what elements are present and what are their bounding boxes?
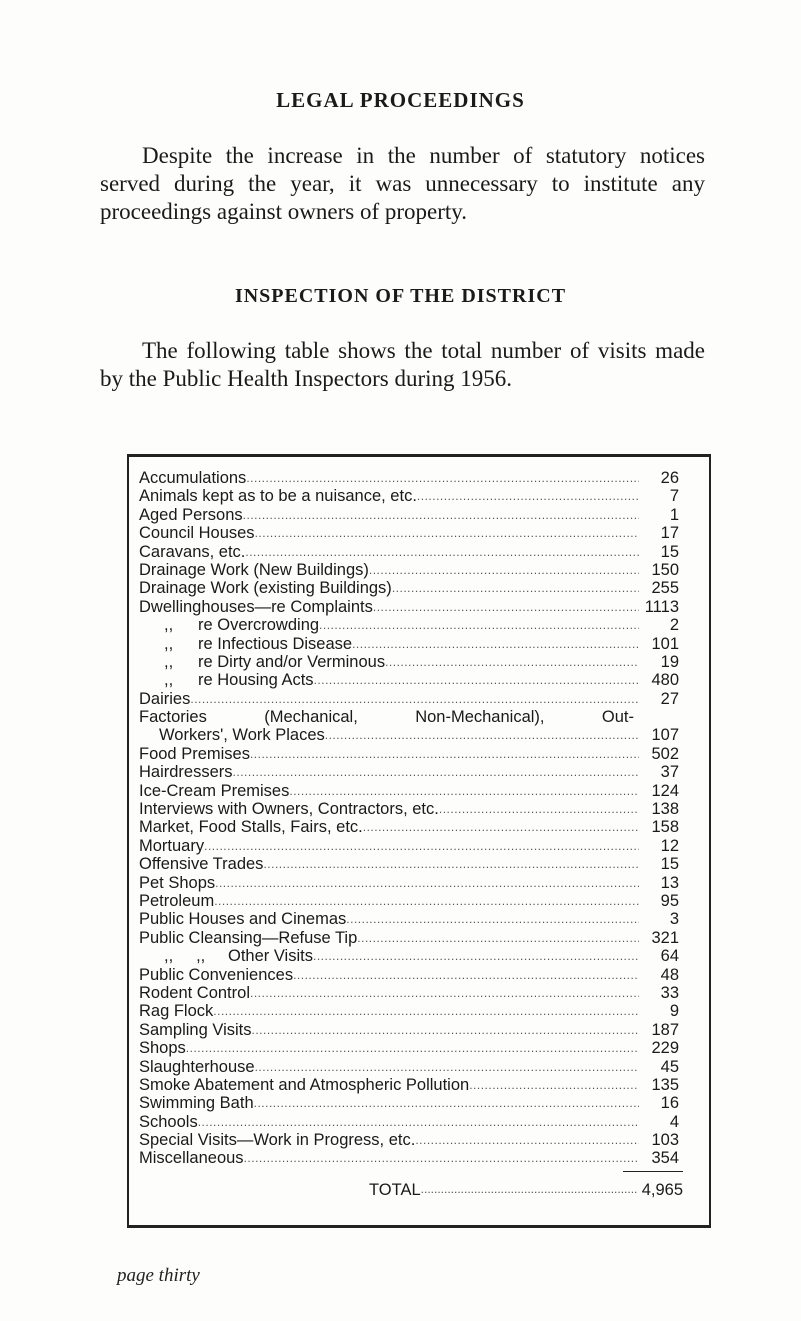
table-row <box>139 910 679 928</box>
row-label: ,, re Dirty and/or Verminous <box>164 652 386 671</box>
visits-table-rows <box>139 469 679 1168</box>
row-label: Slaughterhouse <box>139 1057 255 1076</box>
row-label: Food Premises <box>139 744 250 763</box>
row-label: Shops <box>139 1039 186 1058</box>
leader-dots <box>385 653 639 671</box>
ditto-mark: ,, ,, <box>164 947 206 966</box>
row-value: 502 <box>651 744 679 763</box>
row-label: Special Visits—Work in Progress, etc. <box>139 1131 416 1150</box>
table-row <box>139 487 679 505</box>
row-value: 101 <box>651 634 679 653</box>
row-value: 158 <box>651 818 679 837</box>
row-value: 15 <box>660 542 679 561</box>
row-value: 64 <box>660 947 679 966</box>
leader-dots <box>293 966 639 984</box>
leader-dots <box>352 635 639 653</box>
row-label: Dairies <box>139 689 191 708</box>
row-value: 107 <box>651 726 679 745</box>
row-value: 27 <box>660 689 679 708</box>
leader-dots <box>325 726 639 744</box>
leader-dots <box>357 929 639 947</box>
ditto-mark: ,, <box>164 671 174 690</box>
table-row <box>139 1058 679 1076</box>
row-label: Public Conveniences <box>139 965 294 984</box>
row-label: Council Houses <box>139 524 255 543</box>
row-label: Animals kept as to be a nuisance, etc. <box>139 487 417 506</box>
row-label: Ice-Cream Premises <box>139 781 290 800</box>
leader-dots <box>439 800 639 818</box>
row-value: 4 <box>669 1112 679 1131</box>
table-row <box>139 708 679 745</box>
leader-dots <box>190 690 639 708</box>
row-value: 15 <box>660 855 679 874</box>
table-row <box>139 892 679 910</box>
row-label: Smoke Abatement and Atmospheric Pollution <box>139 1075 470 1094</box>
table-row <box>139 524 679 542</box>
leader-dots <box>313 947 639 965</box>
table-row <box>139 616 679 634</box>
leader-dots <box>263 855 639 873</box>
leader-dots <box>314 671 639 689</box>
row-value: 229 <box>651 1039 679 1058</box>
paragraph-legal-proceedings: Despite the increase in the number of statutory notices served during the year, it was unnecessary to institute any proceedings against owners of property. <box>100 143 705 224</box>
row-value: 26 <box>660 468 679 487</box>
table-row <box>139 653 679 671</box>
row-label: Dwellinghouses—re Complaints <box>139 597 373 616</box>
table-row <box>139 966 679 984</box>
total-row <box>369 1181 683 1200</box>
leader-dots <box>363 818 639 836</box>
row-label: Drainage Work (New Buildings) <box>139 560 369 579</box>
table-row <box>139 1039 679 1057</box>
heading-inspection-of-district: INSPECTION OF THE DISTRICT <box>234 285 567 307</box>
table-row <box>139 782 679 800</box>
leader-dots <box>417 487 639 505</box>
row-label: Rag Flock <box>139 1002 214 1021</box>
table-row <box>139 947 679 965</box>
table-row <box>139 855 679 873</box>
row-label: Mortuary <box>139 836 205 855</box>
table-row <box>139 690 679 708</box>
row-label: Swimming Bath <box>139 1094 254 1113</box>
row-value: 48 <box>660 965 679 984</box>
table-row <box>139 837 679 855</box>
leader-dots <box>319 616 639 634</box>
table-row <box>139 1021 679 1039</box>
table-row <box>139 818 679 836</box>
row-value: 354 <box>651 1149 679 1168</box>
table-row <box>139 469 679 487</box>
row-label: Market, Food Stalls, Fairs, etc. <box>139 818 363 837</box>
row-value: 103 <box>651 1131 679 1150</box>
row-value: 321 <box>651 928 679 947</box>
leader-dots <box>369 561 639 579</box>
table-row <box>139 874 679 892</box>
row-label: Public Houses and Cinemas <box>139 910 347 929</box>
row-label: Interviews with Owners, Contractors, etc. <box>139 800 439 819</box>
leader-dots <box>214 892 639 910</box>
table-row <box>139 1131 679 1149</box>
row-label: Pet Shops <box>139 873 216 892</box>
row-value: 7 <box>669 487 679 506</box>
row-value: 255 <box>651 579 679 598</box>
row-label: ,, re Housing Acts <box>164 671 314 690</box>
leader-dots <box>215 874 639 892</box>
row-label: Miscellaneous <box>139 1149 244 1168</box>
table-row <box>139 984 679 1002</box>
leader-dots <box>346 910 639 928</box>
paragraph-inspection-intro: The following table shows the total number of visits made by the Public Health Inspectors during 1956. <box>100 338 705 391</box>
table-row <box>139 579 679 597</box>
row-label: Caravans, etc. <box>139 542 246 561</box>
leader-dots <box>469 1076 639 1094</box>
row-label: ,, re Overcrowding <box>164 616 320 635</box>
ditto-mark: ,, <box>164 652 174 671</box>
row-value: 45 <box>660 1057 679 1076</box>
leader-dots <box>255 524 639 542</box>
table-row <box>139 800 679 818</box>
table-row <box>139 635 679 653</box>
leader-dots <box>254 1094 639 1112</box>
leader-dots <box>213 1002 639 1020</box>
row-value: 124 <box>651 781 679 800</box>
total-label: TOTAL <box>369 1181 421 1199</box>
row-value: 37 <box>660 763 679 782</box>
table-row <box>139 1002 679 1020</box>
row-value: 1113 <box>644 597 679 616</box>
row-value: 16 <box>660 1094 679 1113</box>
page-footer: page thirty <box>117 1265 200 1286</box>
table-row <box>139 1076 679 1094</box>
leader-dots <box>198 1113 639 1131</box>
row-label: Factories (Mechanical, Non-Mechanical), Out- Workers', Work Places ..... 107 <box>139 708 679 745</box>
table-row <box>139 561 679 579</box>
row-value: 95 <box>660 891 679 910</box>
total-divider <box>623 1171 683 1172</box>
row-label: ,, ,, Other Visits <box>164 947 313 966</box>
table-row <box>139 671 679 689</box>
row-value: 135 <box>651 1075 679 1094</box>
ditto-mark: ,, <box>164 634 174 653</box>
row-value: 17 <box>660 524 679 543</box>
row-value: 9 <box>669 1002 679 1021</box>
leader-dots <box>415 1131 639 1149</box>
leader-dots <box>246 469 639 487</box>
leader-dots <box>289 782 639 800</box>
leader-dots <box>250 745 639 763</box>
table-row <box>139 506 679 524</box>
row-value: 1 <box>669 505 679 524</box>
table-row <box>139 598 679 616</box>
row-label: Petroleum <box>139 891 215 910</box>
row-label: Accumulations <box>139 468 247 487</box>
leader-dots <box>233 763 639 781</box>
row-label: Sampling Visits <box>139 1020 252 1039</box>
row-label: Rodent Control <box>139 983 250 1002</box>
ditto-mark: ,, <box>164 616 174 635</box>
table-row <box>139 745 679 763</box>
leader-dots <box>252 1021 640 1039</box>
row-label: Schools <box>139 1112 198 1131</box>
row-value: 33 <box>660 983 679 1002</box>
row-label: Hairdressers <box>139 763 233 782</box>
row-value: 13 <box>660 873 679 892</box>
table-row <box>139 1113 679 1131</box>
row-value: 12 <box>660 836 679 855</box>
leader-dots <box>186 1039 639 1057</box>
leader-dots <box>204 837 639 855</box>
row-value: 480 <box>651 671 679 690</box>
row-value: 150 <box>651 560 679 579</box>
row-value: 138 <box>651 800 679 819</box>
table-row <box>139 763 679 781</box>
leader-dots <box>250 984 639 1002</box>
table-row <box>139 1149 679 1167</box>
row-label: Drainage Work (existing Buildings) <box>139 579 392 598</box>
row-label: Public Cleansing—Refuse Tip <box>139 928 358 947</box>
leader-dots <box>243 506 639 524</box>
table-row <box>139 929 679 947</box>
total-value: 4,965 <box>641 1181 683 1199</box>
row-value: 2 <box>669 616 679 635</box>
heading-legal-proceedings: LEGAL PROCEEDINGS <box>276 88 525 112</box>
leader-dots <box>421 1182 638 1200</box>
row-label: ,, re Infectious Disease <box>164 634 353 653</box>
row-label: Aged Persons <box>139 505 243 524</box>
table-row <box>139 1094 679 1112</box>
table-row <box>139 543 679 561</box>
leader-dots <box>373 598 639 616</box>
row-value: 19 <box>660 652 679 671</box>
row-value: 187 <box>651 1020 679 1039</box>
row-value: 3 <box>669 910 679 929</box>
leader-dots <box>245 543 639 561</box>
leader-dots <box>244 1149 639 1167</box>
visits-table <box>127 457 711 1225</box>
leader-dots <box>255 1058 639 1076</box>
leader-dots <box>392 579 639 597</box>
row-label: Offensive Trades <box>139 855 264 874</box>
